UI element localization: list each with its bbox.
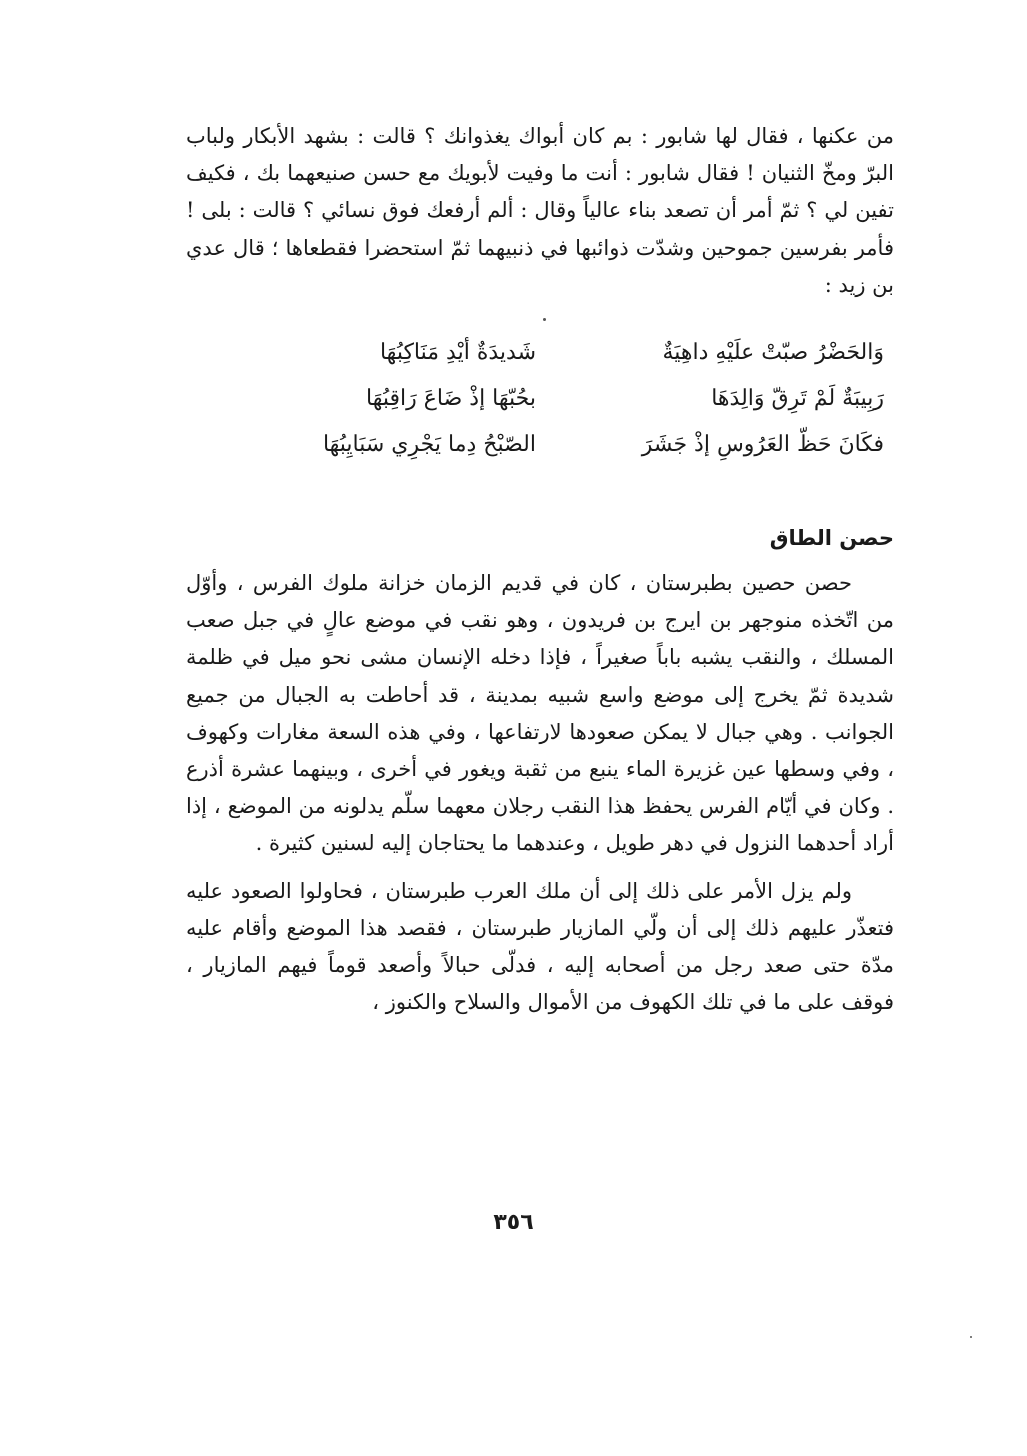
scan-speck xyxy=(543,318,546,321)
verse-first-hemistich: فكَانَ حَظّ العَرُوسِ إذْ جَشَرَ xyxy=(641,432,884,458)
body-paragraph: حصن حصين بطبرستان ، كان في قديم الزمان خزانة ملوك الفرس ، وأوّل من اتّخذه منوجهر بن ايرج بن فريدون ، وهو نقب في موضع عالٍ في جبل صعب المسلك ، والنقب يشبه باباً صغيراً ، فإذا دخله الإنسان مشى نحو ميل في ظلمة شديدة ثمّ يخرج إلى موضع واسع شبيه بمدينة ، قد أحاطت به الجبال من جميع الجوانب . وهي جبال لا يمكن صعودها لارتفاعها ، وفي هذه السعة مغارات وكهوف ، وفي وسطها عين غزيرة الماء ينبع من ثقبة ويغور في أخرى ، وبينهما عشرة أذرع . وكان في أيّام الفرس يحفظ هذا النقب رجلان معهما سلّم يدلونه من الموضع ، إذا أراد أحدهما النزول في دهر طويل ، وعندهما ما يحتاجان إليه لسنين كثيرة . xyxy=(186,571,894,856)
page-number: ٣٥٦ xyxy=(493,1210,534,1235)
verse-second-hemistich: شَديدَةٌ أيْدِ مَنَاكِبُهَا xyxy=(379,340,536,366)
page-body xyxy=(186,118,894,1021)
verse-first-hemistich: رَبِيبَةٌ لَمْ تَرِقّ وَالِدَهَا xyxy=(711,386,884,412)
section-heading: حصن الطاق xyxy=(769,526,894,551)
intro-paragraph: من عكنها ، فقال لها شابور : بم كان أبواك يغذوانك ؟ قالت : بشهد الأبكار ولباب البرّ ومخّ الثنيان ! فقال شابور : أنت ما وفيت لأبويك مع حسن صنيعهما بك ، فكيف تفين لي ؟ ثمّ أمر أن تصعد بناء عالياً وقال : ألم أرفعك فوق نسائي ؟ قالت : بلى ! فأمر بفرسين جموحين وشدّت ذوائبها في ذنبيهما ثمّ استحضرا فقطعاها ؛ قال عدي بن زيد : xyxy=(186,124,894,297)
scan-speck xyxy=(970,1336,972,1338)
poem-verse xyxy=(206,376,884,422)
poem xyxy=(186,330,894,468)
poem-verse xyxy=(206,330,884,376)
verse-first-hemistich: وَالحَضْرُ صبّتْ علَيْهِ داهِيَةٌ xyxy=(662,340,884,366)
verse-second-hemistich: الصّبْحُ دِما يَجْرِي سَبَايِبُهَا xyxy=(322,432,536,458)
body-paragraph: ولم يزل الأمر على ذلك إلى أن ملك العرب طبرستان ، فحاولوا الصعود عليه فتعذّر عليهم ذلك إلى أن ولّي المازيار طبرستان ، فقصد هذا الموضع وأقام عليه مدّة حتى صعد رجل من أصحابه إليه ، فدلّى حبالاً وأصعد قوماً فيهم المازيار ، فوقف على ما في تلك الكهوف من الأموال والسلاح والكنوز ، xyxy=(186,878,894,1015)
verse-second-hemistich: بحُبّهَا إذْ ضَاعَ رَاقِبُهَا xyxy=(366,386,536,412)
poem-verse xyxy=(206,422,884,468)
